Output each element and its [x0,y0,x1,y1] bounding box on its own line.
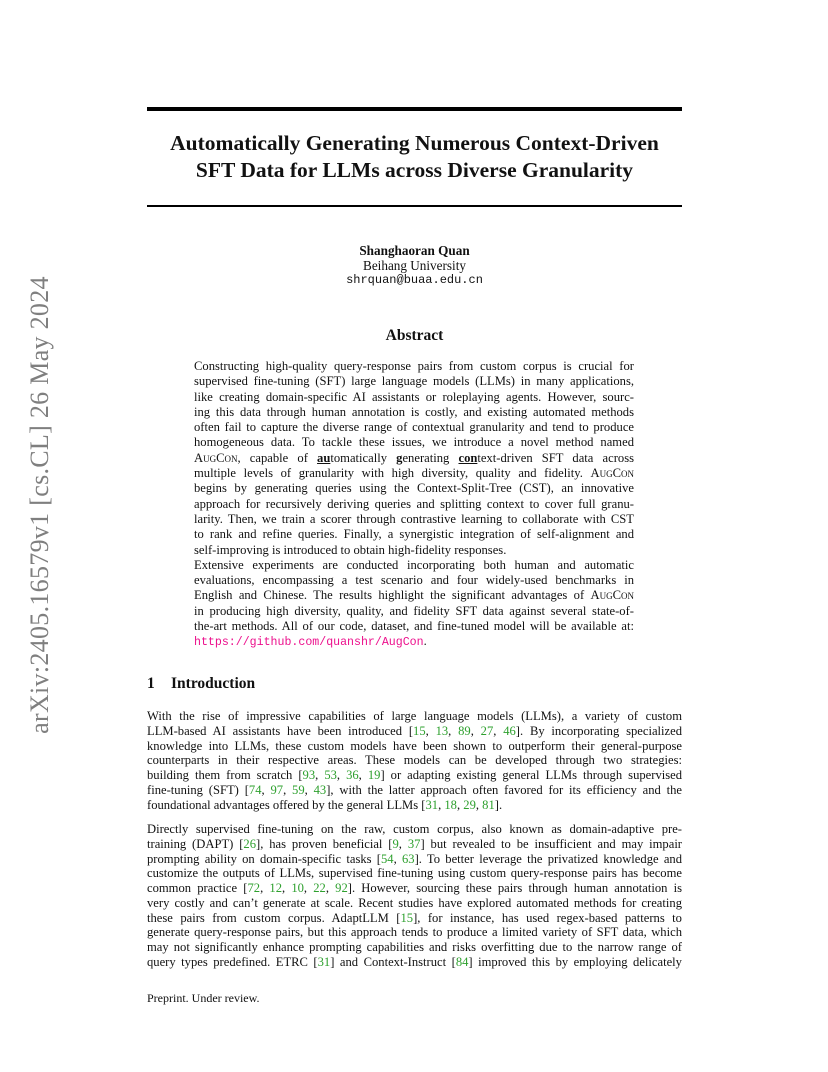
citation-link[interactable]: 72 [247,881,261,895]
body-line [147,911,682,926]
abstract-line: to rank and refine queries. Finally, a synergistic integration of self-alignment and [194,527,634,542]
acronym-letters: g [396,450,403,465]
abstract-line: begins by generating queries using the Context-Split-Tree (CST), an innovative [194,481,634,496]
citation-link[interactable]: 29 [463,797,476,812]
abstract-line: larity. Then, we train a scorer through contrastive learning to collaborate with CST [194,511,634,526]
method-name: AugCon [194,450,238,465]
abstract-line: homogeneous data. To tackle these issues, we introduce a novel method named [194,435,634,450]
title-rule-top [147,107,682,111]
body-line: building them from scratch [93, 53, 36, 19] or adapting existing general LLMs through supervised [147,768,683,782]
body-line: knowledge into LLMs, these custom models have been shown to outperform their general-purpose [147,738,682,753]
arxiv-stamp-text: arXiv:2405.16579v1 [cs.CL] 26 May 2024 [25,276,54,734]
abstract-heading: Abstract [385,327,444,344]
abstract-line: Extensive experiments are conducted incorporating both human and automatic [194,557,634,572]
intro-paragraph-1 [147,709,682,812]
abstract-text: multiple levels of granularity with high diversity, quality and fidelity. [194,466,591,481]
paper-title [147,130,682,184]
citation-link[interactable]: 15 [400,910,414,925]
abstract-text: tomatically [330,450,397,465]
body-line: very costly and can’t generate at scale. Recent studies have explored automated methods for creating [147,895,682,910]
body-text: training (DAPT) [ [147,836,244,851]
section-number: 1 [147,675,155,692]
body-text: prompting ability on domain-specific tasks [ [147,851,381,866]
abstract-line: supervised fine-tuning (SFT) large language models (LLMs) in many applications, [194,374,634,389]
body-line: LLM-based AI assistants have been introduced [15, 13, 89, 27, 46]. By incorporating specialized [147,723,683,738]
body-text: ], for instance, has used regex-based patterns to [413,910,682,925]
intro-paragraph-2 [147,822,682,970]
abstract-line: often fail to capture the diverse range of contextual granularity and tend to produce [194,420,634,435]
abstract-line: Constructing high-quality query-response pairs from custom corpus is crucial for [194,359,634,373]
title-line: Automatically Generating Numerous Context-Driven [170,131,659,155]
body-line: counterparts in their respective areas. These models can be developed through two strategies: [147,753,682,768]
body-text: these pairs from custom corpus. AdaptLLM [ [147,910,401,925]
abstract-text: . [423,634,427,649]
github-link[interactable]: https://github.com/quanshr/AugCon [194,636,424,650]
body-line: customize the outputs of LLMs, supervised fine-tuning using custom query-response pairs has become [147,866,682,881]
abstract-line: self-improving is introduced to obtain high-fidelity responses. [194,542,507,557]
abstract-line: like creating domain-specific AI assistants or roleplaying agents. However, sourc- [194,389,634,404]
body-text: ]. However, sourcing these pairs through human annotation is [347,881,683,895]
body-line: With the rise of impressive capabilities of large language models (LLMs), a variety of custom [147,709,682,723]
title-rule-bottom [147,205,682,207]
footer-note: Preprint. Under review. [147,991,260,1005]
body-line: foundational advantages offered by the general LLMs [31, 18, 29, 81]. [147,797,503,812]
abstract-line: the-art methods. All of our code, dataset, and fine-tuned model will be available at: [194,619,634,634]
body-text: ]. [494,797,503,812]
citation-link[interactable]: 43 [313,782,327,797]
abstract-line [194,588,634,603]
body-line: may not significantly enhance prompting capabilities and risks overfitting due to the narrow range of [147,940,682,954]
body-text: foundational advantages offered by the general LLMs [ [147,797,426,812]
author-name: Shanghaoran Quan [359,243,470,258]
citation-link[interactable]: 31 [425,797,439,812]
body-text: ] improved this by employing delicately [468,954,682,969]
method-name: AugCon [590,588,634,603]
abstract-text: text-driven SFT data across [477,450,634,465]
citation-link[interactable]: 97 [270,782,284,797]
body-text: ] or adapting existing general LLMs through supervised [380,768,683,782]
abstract-text: English and Chinese. The results highlight the significant advantages of [194,588,591,603]
body-text: ] but revealed to be insufficient and may impair [420,836,683,851]
citation-link[interactable]: 37 [407,836,421,851]
section-heading [147,675,255,693]
abstract-text: enerating [402,450,459,465]
citation-link[interactable]: 15 [413,723,426,738]
author-affiliation: Beihang University [363,258,466,273]
body-text: LLM-based AI assistants have been introduced [ [147,723,414,738]
abstract-text: , capable of [237,450,318,465]
body-line: prompting ability on domain-specific tasks [54, 63]. To better leverage the privatized knowledge and [147,851,683,866]
abstract-line: evaluations, encompassing a test scenario and four widely-used benchmarks in [194,573,634,588]
citation-link[interactable]: 63 [401,851,415,866]
author-email[interactable]: shrquan@buaa.edu.cn [346,273,483,287]
body-text: ]. To better leverage the privatized knowledge and [414,851,683,866]
citation-link[interactable]: 19 [367,768,381,782]
citation-link[interactable]: 46 [503,723,516,738]
citation-link[interactable]: 53 [324,768,337,782]
abstract-line [194,634,634,649]
body-line: fine-tuning (SFT) [74, 97, 59, 43], with the latter approach often favored for its efficiency and the [147,782,683,797]
body-text: query types predefined. ETRC [ [147,954,318,969]
body-line: generate query-response pairs, but this approach tends to produce a limited variety of SFT data, which [147,925,682,940]
body-text: common practice [ [147,881,248,895]
citation-link[interactable]: 22 [313,881,326,895]
body-text: ], has proven beneficial [ [256,836,393,851]
section-title: Introduction [171,675,256,692]
citation-link[interactable]: 12 [269,881,282,895]
abstract-line [194,466,634,481]
citation-link[interactable]: 81 [482,797,495,812]
citation-link[interactable]: 18 [444,797,457,812]
abstract-line: in producing high diversity, quality, and fidelity SFT data against several state-of- [194,603,634,618]
body-line: common practice [72, 12, 10, 22, 92]. However, sourcing these pairs through human annotation is [147,881,683,895]
body-text: ] and Context-Instruct [ [330,954,456,969]
body-line: training (DAPT) [26], has proven beneficial [9, 37] but revealed to be insufficient and may impair [147,836,683,851]
body-text: ], with the latter approach often favored for its efficiency and the [326,782,683,797]
citation-link[interactable]: 54 [380,851,394,866]
body-text: ]. By incorporating specialized [515,723,683,738]
body-text: fine-tuning (SFT) [ [147,782,249,797]
citation-link[interactable]: 36 [346,768,359,782]
citation-link[interactable]: 27 [480,723,494,738]
citation-link[interactable]: 84 [455,954,469,969]
citation-link[interactable]: 31 [317,954,331,969]
body-line: Directly supervised fine-tuning on the raw, custom corpus, also known as domain-adaptive pre- [147,822,682,836]
citation-link[interactable]: 93 [302,768,316,782]
citation-link[interactable]: 9 [392,836,399,851]
author-block [147,243,682,288]
citation-link[interactable]: 89 [458,723,471,738]
body-text: building them from scratch [ [147,768,303,782]
acronym-letters: con [458,450,478,465]
acronym-letters: au [317,450,331,465]
abstract-body [194,359,634,650]
abstract-line: approach for recursively deriving queries and splitting context to cover full granu- [194,496,634,511]
method-name: AugCon [590,466,634,481]
abstract-line: ing this data through human annotation is costly, and existing automated methods [194,404,634,419]
citation-link[interactable]: 74 [248,782,262,797]
title-line: SFT Data for LLMs across Diverse Granularity [195,158,634,182]
body-line [147,955,682,970]
abstract-line-augcon [194,451,634,466]
citation-link[interactable]: 92 [335,881,348,895]
citation-link[interactable]: 13 [435,723,449,738]
citation-link[interactable]: 26 [243,836,257,851]
citation-link[interactable]: 59 [292,782,305,797]
citation-link[interactable]: 10 [291,881,304,895]
arxiv-stamp [20,276,60,734]
